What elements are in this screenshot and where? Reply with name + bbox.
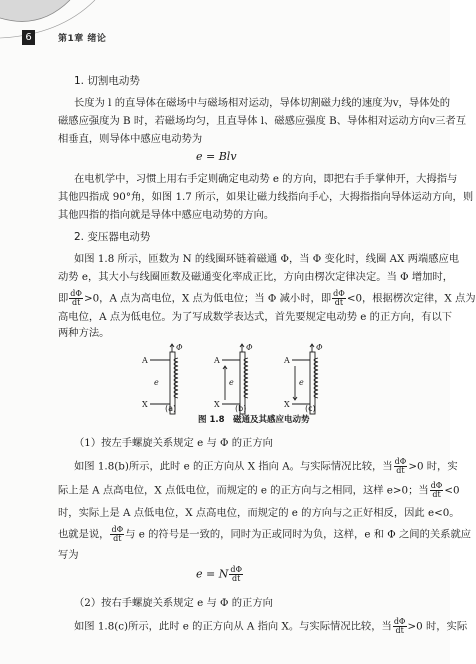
body-line: 高电位，A 点为低电位。为了写成数学表达式，首先要规定电动势 e 的正方向，有以下 bbox=[58, 311, 453, 323]
running-header: 第1章 绪论 bbox=[58, 34, 107, 44]
label-e-b: e bbox=[229, 378, 234, 387]
body-line-with-fraction: 如图 1.8(c)所示，此时 e 的正方向从 A 指向 X。与实际情况比较，当 $\frac{d\Phi}{dt}$ >0 时，实际 bbox=[74, 617, 468, 635]
fraction-dphi-dt: $\frac{d\Phi}{dt}$ bbox=[70, 289, 82, 307]
body-line: 时，实际上是 A 点低电位，X 点高电位，而规定的 e 的方向与之正好相反，因此 e<0。 bbox=[58, 507, 460, 519]
text-span: 即 bbox=[58, 292, 69, 305]
page-number: 6 bbox=[22, 30, 35, 45]
label-phi-b: Φ bbox=[246, 343, 253, 352]
label-e-c: e bbox=[299, 378, 304, 387]
label-phi-a: Φ bbox=[176, 343, 183, 352]
body-line: 动势 e，其大小与线圈匝数及磁通变化率成正比，方向由楞次定律决定。当 Φ 增加时， bbox=[58, 271, 454, 283]
body-line: 两种方法。 bbox=[58, 327, 110, 339]
label-x-b: X bbox=[214, 400, 220, 409]
body-line: 写为 bbox=[58, 549, 79, 561]
body-line-with-fraction: 也就是说， $\frac{d\Phi}{dt}$ 与 e 的符号是一致的，同时为正或同时为负，这样，e 和 Φ 之间的关系就应 bbox=[58, 525, 472, 543]
label-phi-c: Φ bbox=[316, 343, 323, 352]
subfigure-label-a: (a) bbox=[165, 404, 177, 413]
label-x-c: X bbox=[284, 400, 290, 409]
section-heading: 2. 变压器电动势 bbox=[74, 231, 151, 243]
text-span: <0，根据楞次定律，X 点为 bbox=[346, 292, 476, 305]
body-line: 长度为 l 的直导体在磁场中与磁场相对运动，导体切割磁力线的速度为v，导体处的 bbox=[74, 97, 451, 109]
body-line-with-fractions bbox=[58, 290, 476, 307]
label-a-c: A bbox=[284, 356, 290, 365]
text-span: A 点为高电位，X 点为低电位；当 Φ 减小时，即 bbox=[109, 292, 332, 305]
figure-caption: 图 1.8 磁通及其感应电动势 bbox=[198, 415, 310, 425]
body-line: 磁感应强度为 B 时，若磁场均匀，且直导体 l、磁感应强度 B、导体相对运动方向v三者互 bbox=[58, 115, 467, 127]
body-line-with-fraction: 如图 1.8(b)所示，此时 e 的正方向从 X 指向 A。与实际情况比较，当 $\frac{d\Phi}{dt}$ >0 时，实 bbox=[74, 457, 458, 475]
equation: e = Blv bbox=[196, 150, 237, 163]
subsection-heading: （1）按左手螺旋关系规定 e 与 Φ 的正方向 bbox=[74, 437, 273, 449]
body-line: 其他四指的指向就是导体中感应电动势的方向。 bbox=[58, 209, 275, 221]
body-line: 相垂直，则导体中感应电动势为 bbox=[58, 133, 203, 145]
label-a-a: A bbox=[142, 356, 148, 365]
text-span: >0， bbox=[83, 292, 110, 305]
subfigure-label-c: (c) bbox=[305, 404, 316, 413]
label-e-a: e bbox=[154, 378, 159, 387]
equation: e = N $\frac{d\Phi}{dt}$ bbox=[196, 565, 243, 583]
body-line: 其他四指成 90°角，如图 1.7 所示，如果让磁力线指向手心，大拇指指向导体运动方向，则 bbox=[58, 191, 474, 203]
subsection-heading: （2）按右手螺旋关系规定 e 与 Φ 的正方向 bbox=[74, 597, 273, 609]
section-heading: 1. 切割电动势 bbox=[74, 75, 140, 87]
body-line: 在电机学中，习惯上用右手定则确定电动势 e 的方向，即把右手手掌伸开，大拇指与 bbox=[74, 173, 458, 185]
label-a-b: A bbox=[214, 356, 220, 365]
body-line: 如图 1.8 所示，匝数为 N 的线圈环链着磁通 Φ，当 Φ 变化时，线圈 AX 两端感应电 bbox=[74, 253, 460, 265]
fraction-dphi-dt: $\frac{d\Phi}{dt}$ bbox=[333, 289, 345, 307]
body-line-with-fraction: 际上是 A 点高电位，X 点低电位，而规定的 e 的正方向与之相同，这样 e>0；当 $\frac{d\Phi}{dt}$ <0 bbox=[58, 481, 460, 499]
subfigure-label-b: (b) bbox=[235, 404, 247, 413]
label-x-a: X bbox=[142, 400, 148, 409]
